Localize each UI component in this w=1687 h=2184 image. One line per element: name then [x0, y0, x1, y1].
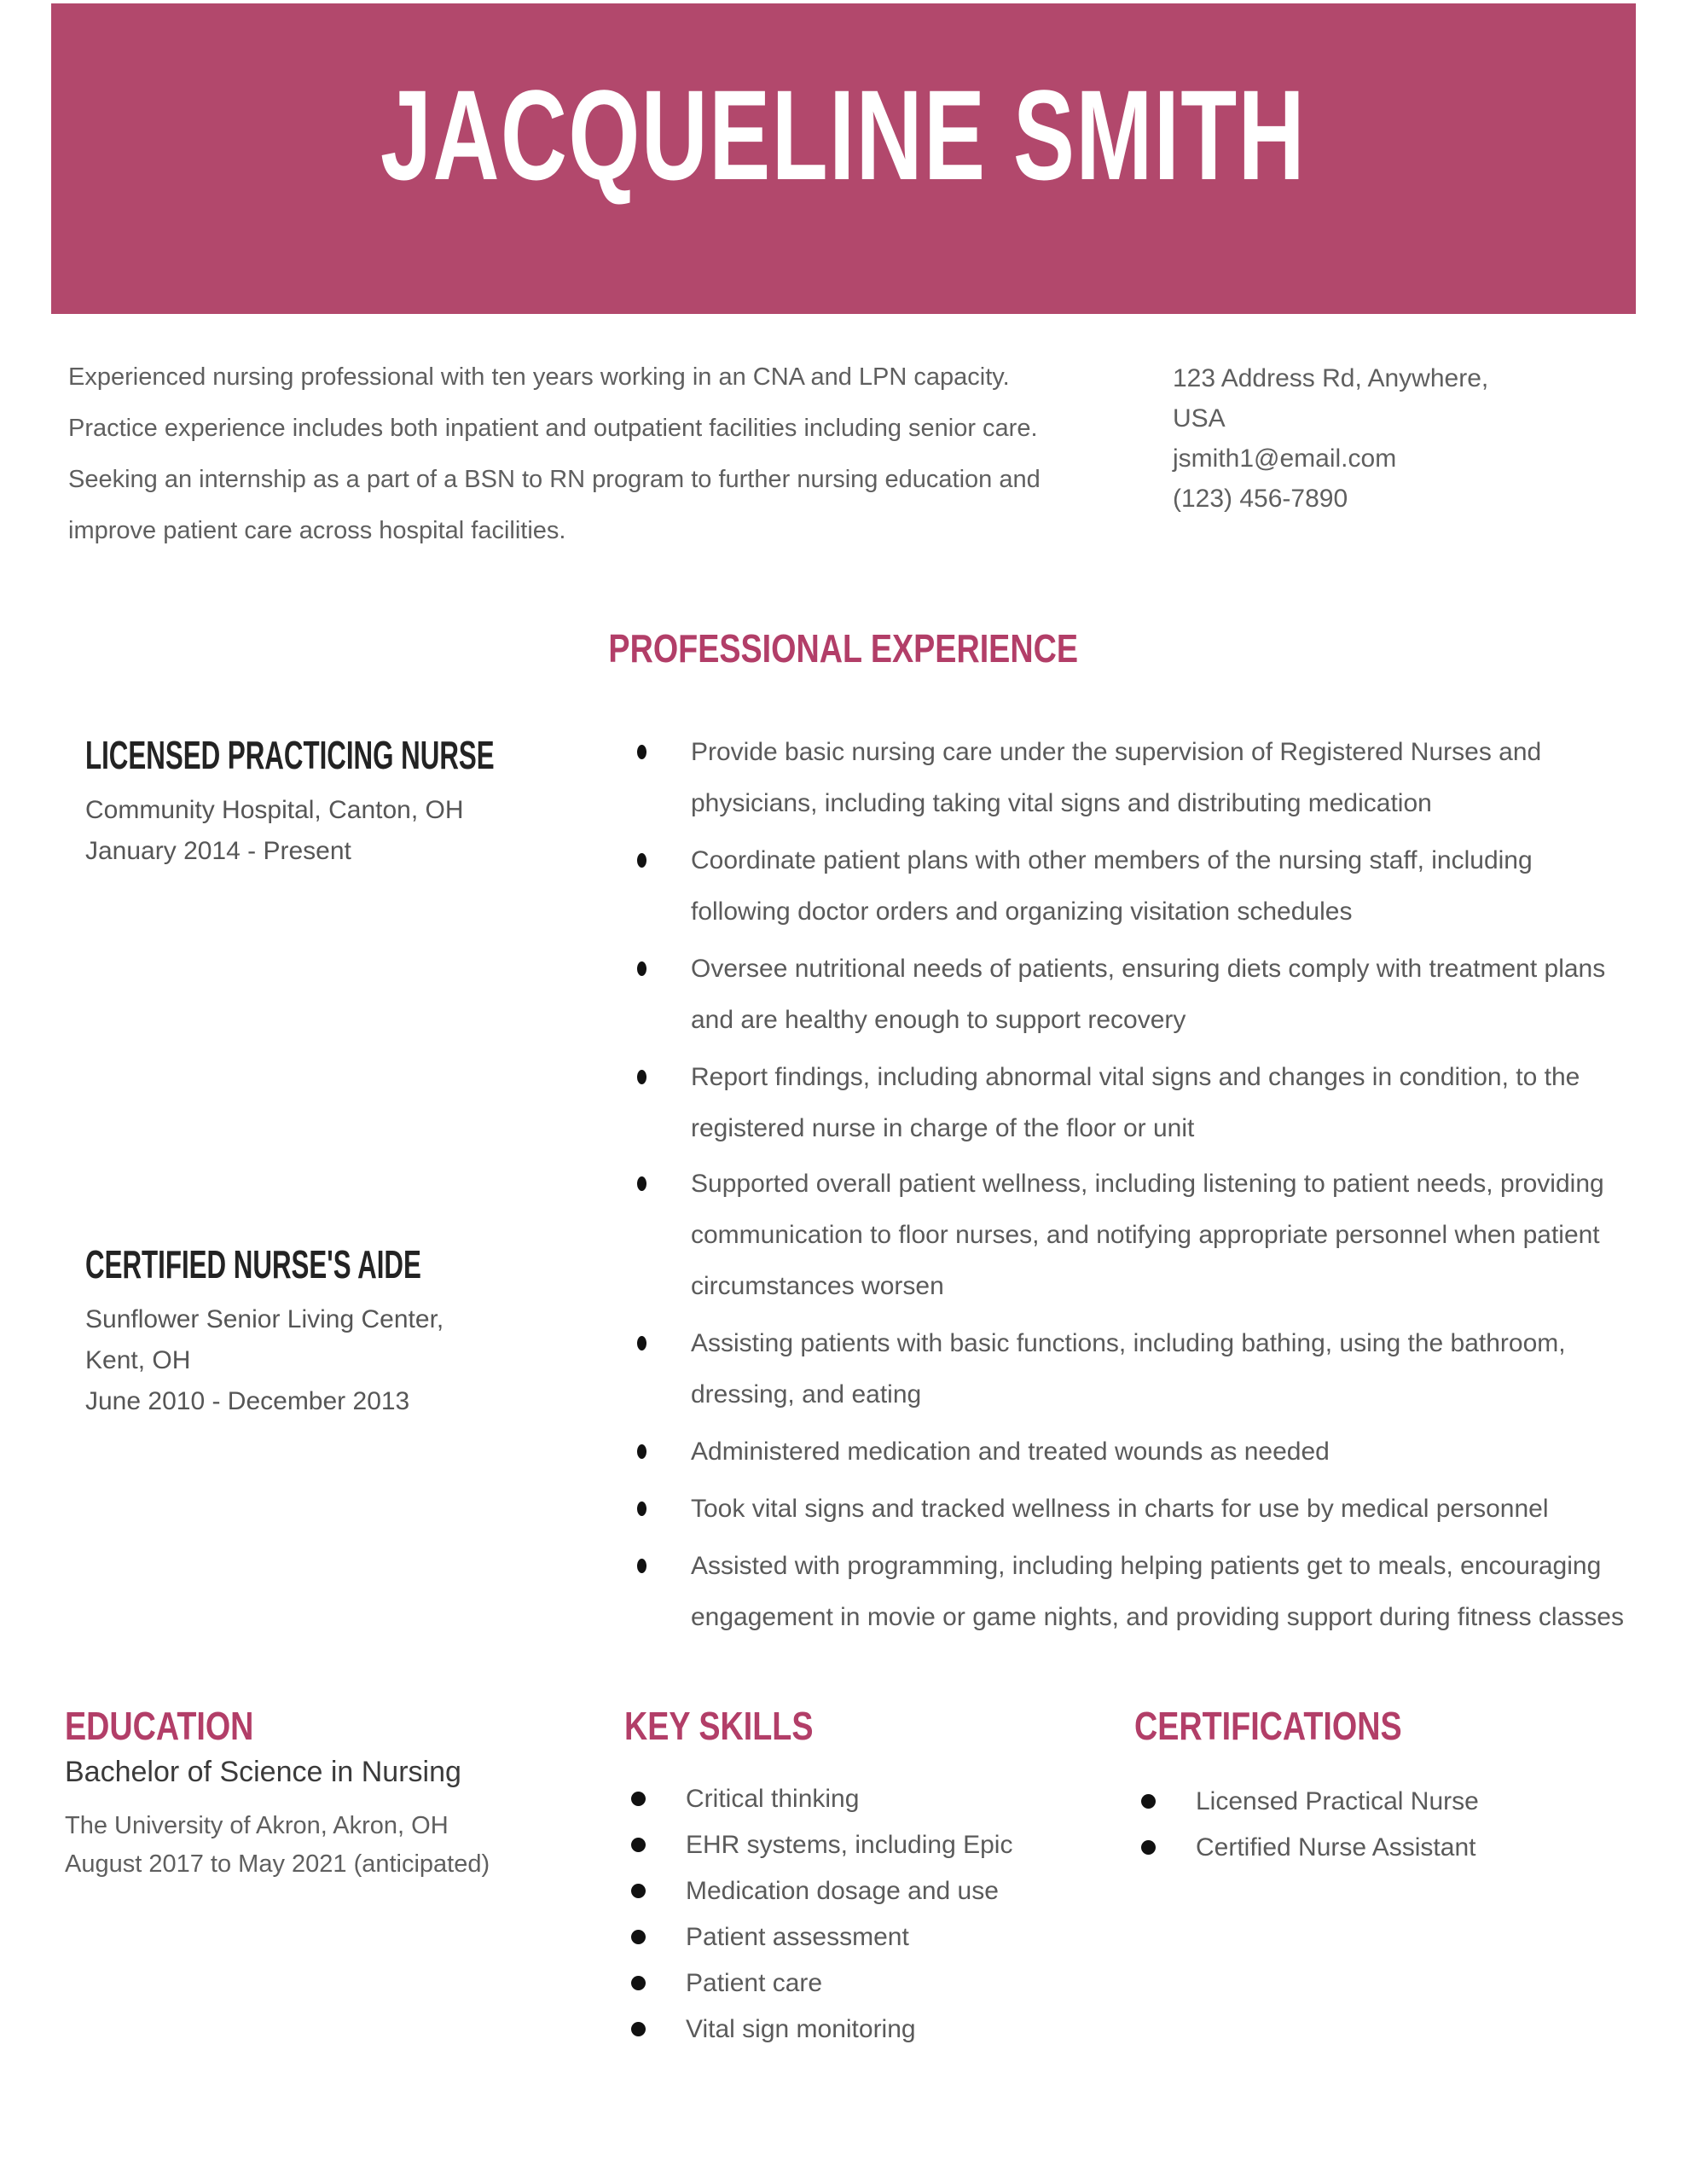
bullet-icon — [631, 1884, 646, 1898]
section-professional-experience — [0, 625, 1687, 671]
education-details — [65, 1807, 490, 1884]
skill-item — [631, 1960, 1126, 2007]
job-bullet-list — [635, 727, 1638, 1160]
bullet-item — [635, 1541, 1638, 1643]
bullet-text: Assisting patients with basic functions, including bathing, using the bathroom, dressing, and eating — [691, 1329, 1566, 1409]
section-title-education: EDUCATION — [65, 1704, 254, 1748]
contact-block — [1173, 358, 1633, 519]
summary-text — [68, 351, 1203, 556]
job-dates: January 2014 - Present — [85, 837, 351, 865]
section-education — [65, 1703, 295, 1749]
bullet-icon — [631, 1976, 646, 1990]
skills-list — [631, 1776, 1126, 2053]
certification-item — [1141, 1779, 1636, 1825]
bullet-text: Took vital signs and tracked wellness in charts for use by medical personnel — [691, 1495, 1549, 1523]
bullet-item — [635, 1318, 1638, 1420]
bullet-icon — [631, 1838, 646, 1852]
certification-text: Certified Nurse Assistant — [1196, 1833, 1476, 1862]
skill-text: Critical thinking — [686, 1785, 860, 1813]
section-title-professional-experience: PROFESSIONAL EXPERIENCE — [608, 626, 1079, 671]
certification-item — [1141, 1825, 1636, 1871]
summary-line: Practice experience includes both inpatient and outpatient facilities including senior care. — [68, 415, 1038, 442]
bullet-item — [635, 835, 1638, 938]
summary-line: improve patient care across hospital facilities. — [68, 517, 566, 544]
bullet-text: Report findings, including abnormal vital signs and changes in condition, to the registered nurse in charge of the floor or unit — [691, 1063, 1580, 1142]
bullet-item — [635, 944, 1638, 1046]
skill-text: EHR systems, including Epic — [686, 1831, 1013, 1859]
section-certifications — [1134, 1703, 1460, 1749]
skill-item — [631, 2007, 1126, 2053]
summary-line: Seeking an internship as a part of a BSN to RN program to further nursing education and — [68, 466, 1041, 493]
job-dates: June 2010 - December 2013 — [85, 1387, 410, 1415]
education-school: The University of Akron, Akron, OH — [65, 1812, 449, 1839]
candidate-name: JACQUELINE SMITH — [380, 63, 1307, 206]
bullet-item — [635, 1484, 1638, 1535]
bullet-text: Coordinate patient plans with other members of the nursing staff, including following doctor orders and organizing visitation schedules — [691, 846, 1533, 926]
skill-item — [631, 1822, 1126, 1868]
bullet-icon — [1141, 1794, 1156, 1809]
bullet-icon — [1141, 1840, 1156, 1855]
header-banner — [51, 3, 1636, 314]
bullet-text: Administered medication and treated wounds as needed — [691, 1438, 1330, 1466]
skill-item — [631, 1776, 1126, 1822]
education-degree: Bachelor of Science in Nursing — [65, 1756, 461, 1788]
summary-line: Experienced nursing professional with ten years working in an CNA and LPN capacity. — [68, 363, 1010, 391]
certification-text: Licensed Practical Nurse — [1196, 1787, 1479, 1815]
contact-phone: (123) 456-7890 — [1173, 485, 1348, 513]
certifications-list — [1141, 1779, 1636, 1871]
skill-text: Patient assessment — [686, 1923, 909, 1951]
bullet-icon — [637, 1176, 646, 1191]
contact-address-line1: 123 Address Rd, Anywhere, — [1173, 364, 1489, 392]
job-title: CERTIFIED NURSE'S AIDE — [85, 1242, 421, 1287]
job-org: Kent, OH — [85, 1346, 191, 1374]
skill-text: Patient care — [686, 1969, 823, 1997]
job-org: Community Hospital, Canton, OH — [85, 796, 464, 824]
bullet-icon — [637, 1444, 646, 1459]
skill-text: Vital sign monitoring — [686, 2015, 916, 2043]
bullet-item — [635, 727, 1638, 829]
bullet-text: Assisted with programming, including helping patients get to meals, encouraging engagement in movie or game nights, and providing support during fitness classes — [691, 1552, 1624, 1631]
bullet-icon — [631, 1930, 646, 1944]
bullet-icon — [637, 1336, 646, 1350]
bullet-icon — [631, 1792, 646, 1806]
section-title-key-skills: KEY SKILLS — [624, 1704, 814, 1748]
job-bullet-list — [635, 1159, 1638, 1649]
skill-item — [631, 1868, 1126, 1914]
bullet-item — [635, 1052, 1638, 1154]
job-meta — [85, 1299, 614, 1422]
section-title-certifications: CERTIFICATIONS — [1134, 1704, 1402, 1748]
skill-item — [631, 1914, 1126, 1960]
job-header-certified-nurses-aide — [85, 1241, 614, 1422]
section-key-skills — [624, 1703, 855, 1749]
bullet-icon — [637, 1559, 646, 1573]
job-org: Sunflower Senior Living Center, — [85, 1305, 444, 1333]
bullet-item — [635, 1159, 1638, 1312]
bullet-icon — [637, 853, 646, 868]
bullet-item — [635, 1426, 1638, 1478]
bullet-icon — [637, 1502, 646, 1516]
contact-email: jsmith1@email.com — [1173, 444, 1397, 473]
bullet-text: Provide basic nursing care under the supervision of Registered Nurses and physicians, including taking vital signs and distributing medication — [691, 738, 1542, 817]
bullet-icon — [637, 1070, 646, 1084]
bullet-icon — [631, 2022, 646, 2036]
job-title: LICENSED PRACTICING NURSE — [85, 733, 495, 777]
bullet-text: Oversee nutritional needs of patients, ensuring diets comply with treatment plans and are healthy enough to support recovery — [691, 955, 1606, 1034]
bullet-icon — [637, 745, 646, 759]
skill-text: Medication dosage and use — [686, 1877, 999, 1905]
education-dates: August 2017 to May 2021 (anticipated) — [65, 1850, 490, 1878]
bullet-text: Supported overall patient wellness, including listening to patient needs, providing communication to floor nurses, and notifying appropriate personnel when patient circumstances worsen — [691, 1170, 1604, 1300]
contact-address-line2: USA — [1173, 404, 1226, 433]
bullet-icon — [637, 961, 646, 976]
job-header-licensed-practicing-nurse — [85, 732, 614, 872]
job-meta — [85, 790, 614, 872]
